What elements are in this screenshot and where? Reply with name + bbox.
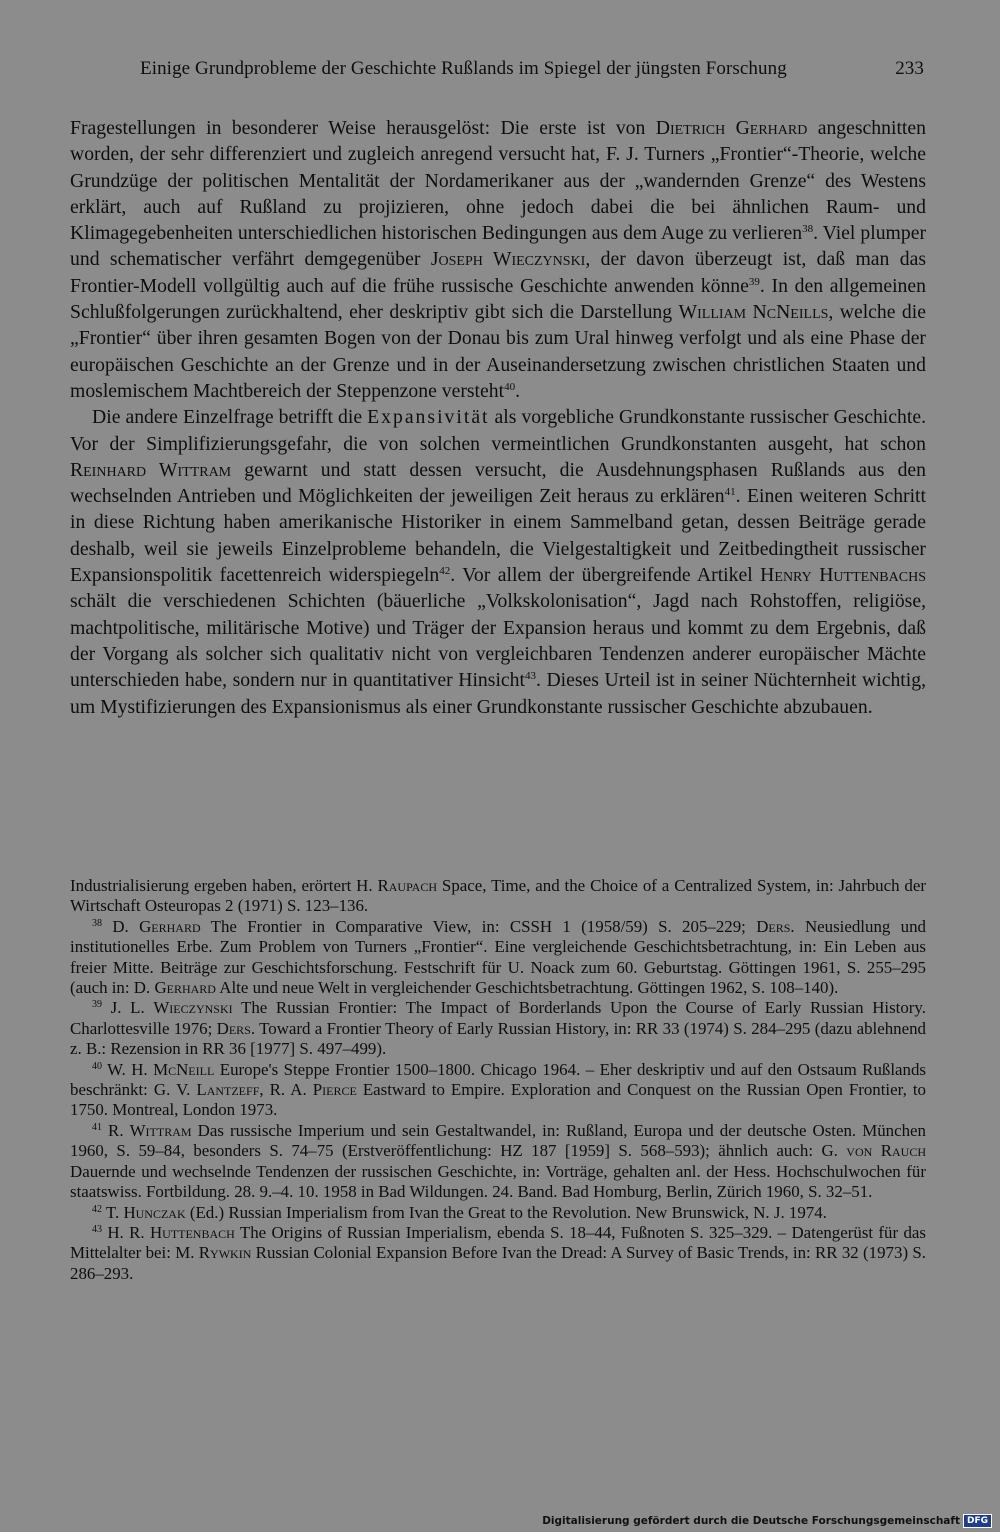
- text-run: (Ed.) Russian Imperialism from Ivan the Great to the Revolution. New Brunswick, N. J. 1974.: [185, 1202, 827, 1222]
- footnote-ref: 40: [504, 380, 516, 393]
- footnote-number: 41: [92, 1121, 102, 1133]
- text-run: Dauernde und wechselnde Tendenzen der russischen Geschichte, in: Vorträge, gehalten anl. der Hess. Hochschulwochen für staatswiss. Fortbildung. 28. 9.–4. 10. 1958 in Bad Wildungen. 24. Band. Bad Homburg, Berlin, Zürich 1960, S. 32–51.: [70, 1161, 926, 1202]
- footnote-ref: 39: [748, 275, 760, 288]
- footnote-42: [70, 1203, 926, 1223]
- text-run: Fragestellungen in besonderer Weise herausgelöst: Die erste ist von: [70, 117, 656, 139]
- author-name: Rywkin: [198, 1243, 252, 1263]
- author-name: William NcNeills: [678, 301, 829, 324]
- footnote-ref: 42: [439, 565, 451, 578]
- author-name: Hunczak: [123, 1202, 186, 1222]
- author-name: Lantzeff: [196, 1080, 260, 1100]
- author-name: Pierce: [312, 1080, 357, 1100]
- text-run: , R. A.: [259, 1080, 313, 1100]
- footnote-number: 39: [92, 999, 102, 1011]
- footnote-38: [70, 917, 926, 999]
- footnote-number: 40: [92, 1060, 102, 1072]
- author-name: Ders.: [216, 1018, 256, 1038]
- text-run: Industrialisierung ergeben haben, erörtert H.: [70, 876, 378, 895]
- credit-text: Digitalisierung gefördert durch die Deutsche Forschungsgemeinschaft: [542, 1515, 960, 1527]
- text-run: Alte und neue Welt in vergleichender Geschichtsbetrachtung. Göttingen 1962, S. 108–140).: [215, 978, 839, 998]
- author-name: von Rauch: [846, 1141, 926, 1161]
- text-run: schält die verschiedenen Schichten (bäuerliche „Volkskolonisation“, Jagd nach Rohstoffen, religiöse, machtpolitische, militärische Motive) und Träger der Expansion heraus und kommt zu dem Ergebnis, daß der Vorgang als solcher sich qualitativ nicht von vergleichbaren Tendenzen anderer europäischer Mächte unterschieden habe, sondern nur in quantitativer Hinsicht: [70, 590, 926, 692]
- footnote-ref: 41: [724, 486, 736, 499]
- footnote-41: [70, 1121, 926, 1203]
- author-name: McNeill: [153, 1059, 215, 1079]
- footnotes: [70, 876, 926, 1284]
- text-run: , welche die „Frontier“ über ihren gesamten Bogen von der Donau bis zum Ural hinweg verfolgt und als eine Phase der europäischen Geschichte an der Grenze und in der Auseinandersetzung zwischen christlichen Staaten und moslemischem Machtbereich der Steppenzone versteht: [70, 301, 926, 402]
- text-run: R.: [102, 1120, 130, 1140]
- author-name: Reinhard Wittram: [70, 458, 232, 481]
- text-run: The Origins of Russian Imperialism, ebenda S. 18–44, Fußnoten S. 325–329. – Datengerüst für das Mittelalter bei: M.: [70, 1222, 926, 1263]
- text-run: The Russian Frontier: The Impact of Borderlands Upon the Course of Early Russian History. Charlottesville 1976;: [70, 998, 926, 1038]
- text-run: Die andere Einzelfrage betrifft die: [92, 406, 368, 429]
- text-run: , der davon überzeugt ist, daß man das Frontier-Modell vollgültig auch auf die frühe russische Geschichte anwenden könne: [70, 248, 926, 297]
- body-text: [70, 115, 926, 720]
- footnote-40: [70, 1060, 926, 1121]
- author-name: Gerhard: [139, 916, 201, 936]
- author-name: Raupach: [377, 876, 438, 895]
- paragraph-1: [70, 115, 926, 404]
- author-name: Ders.: [756, 916, 795, 936]
- author-name: Wieczynski: [153, 998, 233, 1018]
- text-run: J. L.: [102, 998, 154, 1018]
- author-name: Joseph Wieczynski: [430, 248, 586, 271]
- author-name: Henry Huttenbachs: [760, 564, 926, 587]
- text-run: . Viel plumper und schematischer verfährt demgegenüber: [70, 222, 926, 271]
- digitization-credit: [542, 1514, 992, 1528]
- footnote-continuation: [70, 876, 926, 917]
- text-run: . Vor allem der übergreifende Artikel: [450, 564, 761, 587]
- footnote-number: 38: [92, 917, 102, 929]
- text-run: W. H.: [102, 1059, 154, 1079]
- text-run: Space, Time, and the Choice of a Centralized System, in: Jahrbuch der Wirtschaft Osteuropas 2 (1971) S. 123–136.: [70, 876, 926, 916]
- text-run: Neusiedlung und institutionelles Erbe. Zum Problem von Turners „Frontier“. Eine vergleichende Geschichtsbetrachtung, in: Ein Leben aus freier Mitte. Beiträge zur Geschichtsforschung. Festschrift für U. Noack zum 60. Geburtstag. Göttingen 1961, S. 255–295 (auch in: D.: [70, 916, 926, 998]
- dfg-logo: DFG: [963, 1514, 992, 1528]
- paragraph-2: [70, 404, 926, 720]
- text-run: Toward a Frontier Theory of Early Russian History, in: RR 33 (1974) S. 284–295 (dazu ablehnend z. B.: Rezension in RR 36 [1977] S. 497–499).: [70, 1018, 926, 1059]
- text-run: The Frontier in Comparative View, in: CSSH 1 (1958/59) S. 205–229;: [200, 916, 757, 936]
- text-run: . Dieses Urteil ist in seiner Nüchternheit wichtig, um Mystifizierungen des Expansionismus als einer Grundkonstante russischer Geschichte abzubauen.: [70, 669, 926, 718]
- footnote-43: [70, 1223, 926, 1284]
- text-run: Das russische Imperium und sein Gestaltwandel, in: Rußland, Europa und der deutsche Osten. München 1960, S. 59–84, besonders S. 74–75 (Erstveröffentlichung: HZ 187 [1959] S. 568–593); ähnlich auch: G.: [70, 1120, 927, 1161]
- text-run: Russian Colonial Expansion Before Ivan the Dread: A Survey of Basic Trends, in: RR 32 (1973) S. 286–293.: [70, 1243, 926, 1283]
- text-run: angeschnitten worden, der sehr differenziert und zugleich anregend versucht hat, F. J. Turners „Frontier“-Theorie, welche Grundzüge der politischen Mentalität der Nordamerikaner aus der „wandernden Grenze“ des Westens erklärt, auch auf Rußland zu projizieren, ohne jedoch dabei die bei ähnlichen Raum- und Klimagegebenheiten unterschiedlichen historischen Bedingungen aus dem Auge zu verlieren: [70, 117, 926, 245]
- text-run: gewarnt und statt dessen versucht, die Ausdehnungsphasen Rußlands aus den wechselnden Antrieben und Möglichkeiten der jeweiligen Zeit heraus zu erklären: [70, 458, 927, 508]
- page-number: 233: [895, 58, 924, 79]
- text-run: als vorgebliche Grundkonstante russischer Geschichte. Vor der Simplifizierungsgefahr, die von solchen vermeintlichen Grundkonstanten ausgeht, hat schon: [70, 406, 926, 455]
- text-run: D.: [102, 916, 140, 936]
- spaced-emphasis: Expansivität: [367, 406, 490, 429]
- text-run: T.: [102, 1202, 124, 1222]
- footnote-39: [70, 998, 926, 1059]
- author-name: Wittram: [129, 1120, 192, 1140]
- footnote-ref: 43: [524, 670, 536, 683]
- author-name: Gerhard: [154, 978, 216, 998]
- text-run: .: [515, 379, 520, 402]
- text-run: H. R.: [102, 1222, 150, 1242]
- text-run: Eastward to Empire. Exploration and Conquest on the Russian Open Frontier, to 1750. Montreal, London 1973.: [70, 1080, 926, 1120]
- footnote-ref: 38: [802, 223, 814, 236]
- author-name: Dietrich Gerhard: [655, 117, 808, 139]
- text-run: . Einen weiteren Schritt in diese Richtung haben amerikanische Historiker in einem Sammelband getan, dessen Beiträge gerade deshalb, weil sie jeweils Einzelprobleme behandeln, die Vielgestaltigkeit und Zeitbedingtheit russischer Expansionspolitik facettenreich widerspiegeln: [70, 485, 926, 587]
- footnote-number: 43: [92, 1223, 102, 1235]
- footnote-number: 42: [92, 1203, 102, 1215]
- text-run: Europe's Steppe Frontier 1500–1800. Chicago 1964. – Eher deskriptiv und auf den Ostsaum Rußlands beschränkt: G. V.: [70, 1059, 926, 1100]
- running-title: Einige Grundprobleme der Geschichte Rußlands im Spiegel der jüngsten Forschung: [140, 58, 787, 79]
- text-run: . In den allgemeinen Schlußfolgerungen zurückhaltend, eher deskriptiv gibt sich die Darstellung: [70, 274, 926, 324]
- author-name: Huttenbach: [149, 1222, 235, 1242]
